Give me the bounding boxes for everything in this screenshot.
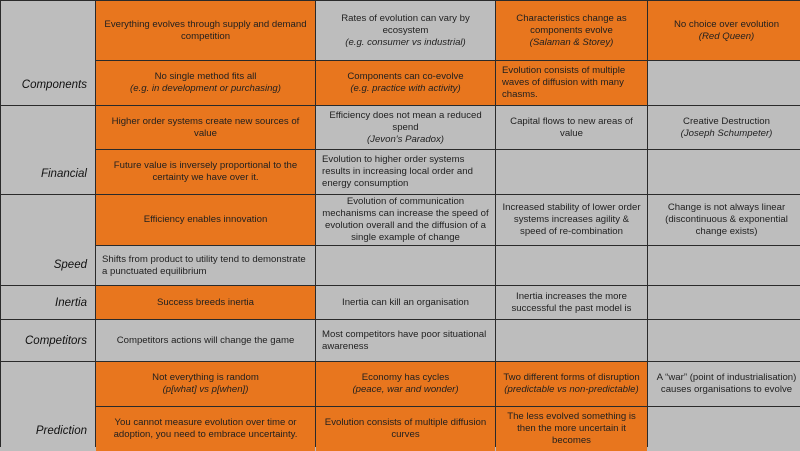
- cell-text: Most competitors have poor situational awareness: [322, 328, 487, 352]
- cell-text: Evolution to higher order systems results in increasing local order and energy consumption: [322, 154, 473, 189]
- empty-cell: [648, 61, 800, 105]
- cell-text: Characteristics change as components evolve: [516, 12, 627, 36]
- empty-cell: [496, 320, 647, 361]
- cell-text: The less evolved something is then the more uncertain it becomes: [507, 411, 636, 446]
- cell-text: Efficiency does not mean a reduced spend: [329, 109, 482, 133]
- table-cell: [316, 195, 495, 245]
- table-cell: [316, 407, 495, 451]
- category-prediction: Prediction: [1, 362, 95, 451]
- cell-text: Future value is inversely proportional to the certainty we have over it.: [113, 160, 298, 183]
- cell-subtext: (e.g. in development or purchasing): [130, 83, 281, 94]
- table-cell: [96, 362, 315, 406]
- cell-subtext: (Joseph Schumpeter): [680, 127, 773, 139]
- cell-text: Increased stability of lower order systems increases agility & speed of re-combination: [502, 202, 641, 237]
- category-components: Components: [1, 1, 95, 105]
- cell-subtext: (e.g. practice with activity): [350, 83, 461, 94]
- table-cell: [496, 106, 647, 149]
- cell-subtext: (predictable vs non-predictable): [504, 384, 639, 395]
- table-cell: [96, 320, 315, 361]
- category-financial: Financial: [1, 106, 95, 194]
- cell-text: Inertia increases the more successful the past model is: [511, 290, 632, 314]
- empty-cell: [316, 246, 495, 285]
- cell-text: Components can co-evolve: [347, 71, 464, 82]
- table-cell: [496, 362, 647, 406]
- cell-subtext: (peace, war and wonder): [352, 384, 459, 395]
- table-cell: [648, 195, 800, 245]
- category-competitors: Competitors: [1, 320, 95, 361]
- table-cell: [96, 195, 315, 245]
- table-cell: [96, 106, 315, 149]
- cell-subtext: (Salaman & Storey): [529, 36, 614, 48]
- cell-subtext: (Red Queen): [698, 30, 755, 42]
- empty-cell: [648, 320, 800, 361]
- table-cell: [496, 286, 647, 319]
- cell-text: Inertia can kill an organisation: [342, 296, 469, 308]
- category-speed: Speed: [1, 195, 95, 285]
- category-inertia: Inertia: [1, 286, 95, 319]
- cell-text: Evolution consists of multiple diffusion curves: [324, 417, 487, 440]
- table-cell: [316, 1, 495, 60]
- table-cell: [496, 407, 647, 451]
- cell-text: Evolution consists of multiple waves of diffusion with many chasms.: [502, 65, 626, 100]
- table-cell: [96, 61, 315, 105]
- table-cell: [496, 1, 647, 60]
- table-cell: [648, 1, 800, 60]
- table-cell: [316, 320, 495, 361]
- cell-text: No single method fits all: [154, 71, 257, 82]
- cell-text: Change is not always linear (discontinuous & exponential change exists): [665, 202, 788, 237]
- table-cell: [96, 1, 315, 60]
- table-cell: [96, 286, 315, 319]
- empty-cell: [496, 150, 647, 194]
- empty-cell: [496, 246, 647, 285]
- cell-text: Creative Destruction: [683, 115, 770, 127]
- table-cell: [316, 286, 495, 319]
- cell-subtext: (p[what] vs p[when]): [162, 384, 249, 395]
- empty-cell: [648, 286, 800, 319]
- cell-text: You cannot measure evolution over time or adoption, you need to embrace uncertainty.: [113, 417, 298, 440]
- table-cell: [648, 106, 800, 149]
- cell-text: Shifts from product to utility tend to demonstrate a punctuated equilibrium: [102, 253, 306, 277]
- empty-cell: [648, 246, 800, 285]
- table-cell: [648, 362, 800, 406]
- table-cell: [316, 106, 495, 149]
- cell-text: Success breeds inertia: [156, 296, 255, 308]
- table-cell: [316, 150, 495, 194]
- empty-cell: [648, 150, 800, 194]
- cell-text: Competitors actions will change the game: [116, 334, 295, 346]
- cell-text: Capital flows to new areas of value: [510, 115, 633, 139]
- cell-subtext: (Jevon's Paradox): [366, 133, 445, 145]
- cell-text: Two different forms of disruption: [503, 372, 640, 383]
- cell-text: Economy has cycles: [361, 372, 450, 383]
- cell-text: A “war” (point of industrialisation) causes organisations to evolve: [656, 372, 797, 395]
- cell-text: Everything evolves through supply and demand competition: [104, 18, 307, 42]
- cell-text: Not everything is random: [152, 372, 259, 383]
- table-cell: [96, 246, 315, 285]
- table-cell: [496, 195, 647, 245]
- cell-text: No choice over evolution: [673, 18, 780, 30]
- table-cell: [316, 61, 495, 105]
- empty-cell: [648, 407, 800, 451]
- cell-text: Efficiency enables innovation: [143, 214, 268, 225]
- cell-text: Higher order systems create new sources of value: [111, 115, 300, 139]
- cell-text: Evolution of communication mechanisms can increase the speed of evolution overall and the diffusion of a single example of change: [322, 196, 489, 243]
- cell-text: Rates of evolution can vary by ecosystem: [341, 12, 470, 36]
- table-cell: [496, 61, 647, 105]
- table-cell: [96, 150, 315, 194]
- table-cell: [316, 362, 495, 406]
- cell-subtext: (e.g. consumer vs industrial): [345, 36, 466, 48]
- table-cell: [96, 407, 315, 451]
